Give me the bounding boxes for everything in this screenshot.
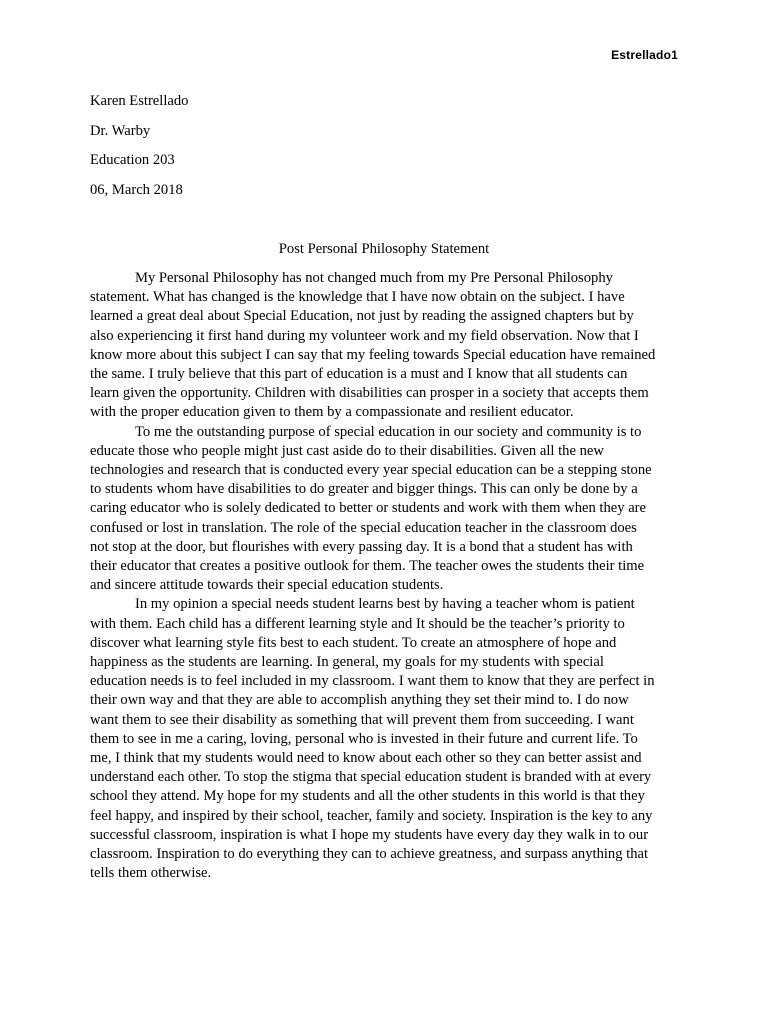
text-line: To me the outstanding purpose of special education in our society and community is to — [135, 423, 642, 440]
text-line: technologies and research that is conducted every year special education can be a stepping stone — [90, 462, 652, 479]
instructor-name: Dr. Warby — [90, 123, 151, 139]
page-header-label: Estrellado1 — [611, 48, 678, 62]
document-date: 06, March 2018 — [90, 182, 183, 198]
text-line: learn given the opportunity. Children with disabilities can prosper in a society that accepts them — [90, 385, 649, 402]
text-line: also experiencing it first hand during my volunteer work and my field observation. Now that I — [90, 327, 639, 344]
text-line: to students whom have disabilities to do greater and bigger things. This can only be done by a — [90, 481, 638, 498]
text-line: them to see in me a caring, loving, personal who is invested in their future and current life. To — [90, 730, 638, 747]
text-line: understand each other. To stop the stigma that special education student is branded with at every — [90, 769, 652, 786]
text-line: educate those who people might just cast aside do to their disabilities. Given all the new — [90, 442, 604, 459]
text-line: In my opinion a special needs student learns best by having a teacher whom is patient — [135, 596, 635, 613]
paragraph-2 — [90, 423, 680, 596]
text-line: their own way and that they are able to accomplish anything they set their mind to. I do now — [90, 692, 629, 709]
text-line: their educator that creates a positive outlook for them. The teacher owes the students their time — [90, 558, 645, 575]
text-line: with the proper education given to them by a compassionate and resilient educator. — [90, 404, 574, 421]
document-body — [90, 269, 680, 884]
text-line: feel happy, and inspired by their school, teacher, family and society. Inspiration is the key to any — [90, 807, 653, 824]
text-line: classroom. Inspiration to do everything they can to achieve greatness, and surpass anything that — [90, 846, 649, 863]
course-name: Education 203 — [90, 152, 175, 168]
text-line: happiness as the students are learning. In general, my goals for my students with special — [90, 654, 604, 671]
text-line: me, I think that my students would need to know about each other so they can better assist and — [90, 750, 642, 767]
text-line: tells them otherwise. — [90, 865, 212, 882]
text-line: confused or lost in translation. The role of the special education teacher in the classroom does — [90, 519, 637, 536]
text-line: discover what learning style fits best to each student. To create an atmosphere of hope and — [90, 634, 617, 651]
text-line: the same. I truly believe that this part of education is a must and I know that all students can — [90, 366, 628, 383]
text-line: statement. What has changed is the knowledge that I have now obtain on the subject. I have — [90, 289, 625, 306]
text-line: learned a great deal about Special Education, not just by reading the assigned chapters but by — [90, 308, 634, 325]
paragraph-1 — [90, 269, 680, 423]
text-line: know more about this subject I can say that my feeling towards Special education have remained — [90, 346, 656, 363]
text-line: want them to see their disability as something that will prevent them from succeeding. I want — [90, 711, 634, 728]
paragraph-3 — [90, 595, 680, 883]
text-line: school they attend. My hope for my students and all the other students in this world is that they — [90, 788, 645, 805]
text-line: successful classroom, inspiration is what I hope my students have every day they walk in to our — [90, 826, 649, 843]
text-line: My Personal Philosophy has not changed much from my Pre Personal Philosophy — [135, 270, 613, 286]
document-title: Post Personal Philosophy Statement — [278, 241, 490, 257]
author-name: Karen Estrellado — [90, 93, 189, 109]
text-line: caring educator who is solely dedicated to better or students and work with them when they are — [90, 500, 647, 517]
text-line: not stop at the door, but flourishes with every passing day. It is a bond that a student has with — [90, 538, 633, 555]
text-line: with them. Each child has a different learning style and It should be the teacher’s priority to — [90, 615, 625, 632]
text-line: education needs is to feel included in my classroom. I want them to know that they are perfect in — [90, 673, 655, 690]
text-line: and sincere attitude towards their special education students. — [90, 577, 444, 594]
